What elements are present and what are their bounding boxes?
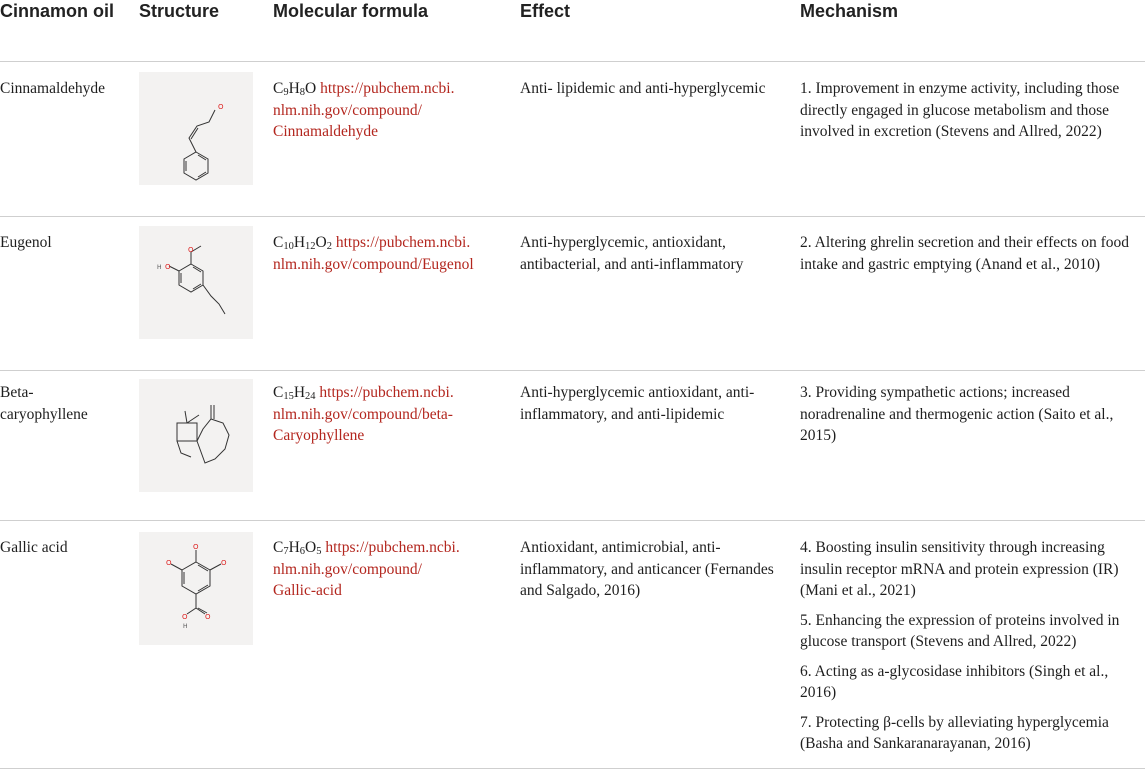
row-rule [0, 520, 1145, 521]
svg-text:H: H [157, 264, 162, 271]
formula-cell-gallic-acid [273, 537, 508, 602]
structure-image-eugenol [139, 226, 253, 339]
row-name-eugenol: Eugenol [0, 234, 52, 251]
row-name-gallic-acid: Gallic acid [0, 539, 68, 556]
svg-text:H: H [183, 623, 188, 630]
formula-text: $C_{10}H_{12}O_2$ [273, 234, 332, 252]
mechanism-item: 3. Providing sympathetic actions; increased noradrenaline and thermogenic action (Saito et al., 2015) [800, 384, 1114, 444]
formula-cell-cinnamaldehyde [273, 78, 508, 143]
header-molecular-formula: Molecular formula [273, 1, 429, 21]
header-effect: Effect [520, 1, 571, 21]
gallic-acid-structure-drawing [139, 532, 253, 645]
mechanism-item: 1. Improvement in enzyme activity, including those directly engaged in glucose metabolism and those involved in excretion (Stevens and Allred, 2022) [800, 80, 1120, 140]
formula-text: $C_{15}H_{24}$ [273, 384, 316, 402]
effect-beta-caryophyllene: Anti-hyperglycemic antioxidant, anti-inflammatory, and anti-lipidemic [520, 384, 755, 423]
formula-text: $C_7H_6O_5$ [273, 539, 322, 557]
effect-gallic-acid: Antioxidant, antimicrobial, anti-inflammatory, and anticancer (Fernandes and Salgado, 2016) [520, 539, 774, 599]
mechanism-item: 5. Enhancing the expression of proteins involved in glucose transport (Stevens and Allred, 2022) [800, 611, 1120, 650]
structure-image-cinnamaldehyde [139, 72, 253, 185]
pubchem-link[interactable]: https://pubchem.ncbi. nlm.nih.gov/compound/ Cinnamaldehyde [273, 80, 455, 140]
mechanism-item: 2. Altering ghrelin secretion and their effects on food intake and gastric emptying (Anand et al., 2010) [800, 234, 1129, 273]
mechanism-item: 6. Acting as a-glycosidase inhibitors (Singh et al., 2016) [800, 662, 1109, 701]
formula-text: $C_9H_8O$ [273, 80, 317, 98]
mechanism-item: 4. Boosting insulin sensitivity through increasing insulin receptor mRNA and protein expression (IR) (Mani et al., 2021) [800, 539, 1119, 599]
pubchem-link[interactable]: https://pubchem.ncbi. nlm.nih.gov/compound/ Gallic-acid [273, 539, 460, 599]
mechanism-eugenol [800, 232, 1145, 283]
svg-text:O: O [166, 559, 172, 567]
header-cinnamon-oil: Cinnamon oil [0, 1, 114, 21]
svg-text:O: O [188, 246, 194, 254]
cinnamaldehyde-structure-drawing [139, 72, 253, 185]
mechanism-item: 7. Protecting β-cells by alleviating hyperglycemia (Basha and Sankaranarayanan, 2016) [800, 713, 1109, 752]
svg-text:O: O [221, 559, 227, 567]
effect-eugenol: Anti-hyperglycemic, antioxidant, antibacterial, and anti-inflammatory [520, 234, 744, 273]
pubchem-link[interactable]: https://pubchem.ncbi. nlm.nih.gov/compound/beta- Caryophyllene [273, 384, 454, 444]
formula-cell-beta-caryophyllene [273, 382, 508, 447]
svg-text:O: O [218, 103, 224, 111]
effect-cinnamaldehyde: Anti- lipidemic and anti-hyperglycemic [520, 80, 766, 97]
svg-text:O: O [182, 613, 188, 621]
pubchem-link[interactable]: https://pubchem.ncbi. nlm.nih.gov/compound/Eugenol [273, 234, 474, 273]
row-rule [0, 370, 1145, 371]
beta-caryophyllene-structure-drawing [139, 379, 253, 492]
eugenol-structure-drawing [139, 226, 253, 339]
mechanism-gallic-acid [800, 537, 1145, 763]
row-name-beta-caryophyllene: Beta-caryophyllene [0, 384, 88, 423]
header-mechanism: Mechanism [800, 1, 899, 21]
svg-text:O: O [165, 263, 171, 271]
svg-text:O: O [193, 543, 199, 551]
header-structure: Structure [139, 1, 220, 21]
mechanism-cinnamaldehyde [800, 78, 1145, 151]
structure-image-beta-caryophyllene [139, 379, 253, 492]
svg-text:O: O [205, 613, 211, 621]
row-name-cinnamaldehyde: Cinnamaldehyde [0, 80, 106, 97]
row-rule [0, 216, 1145, 217]
mechanism-beta-caryophyllene [800, 382, 1145, 455]
header-rule [0, 61, 1145, 62]
structure-image-gallic-acid [139, 532, 253, 645]
formula-cell-eugenol [273, 232, 513, 275]
table-bottom-rule [0, 768, 1145, 769]
